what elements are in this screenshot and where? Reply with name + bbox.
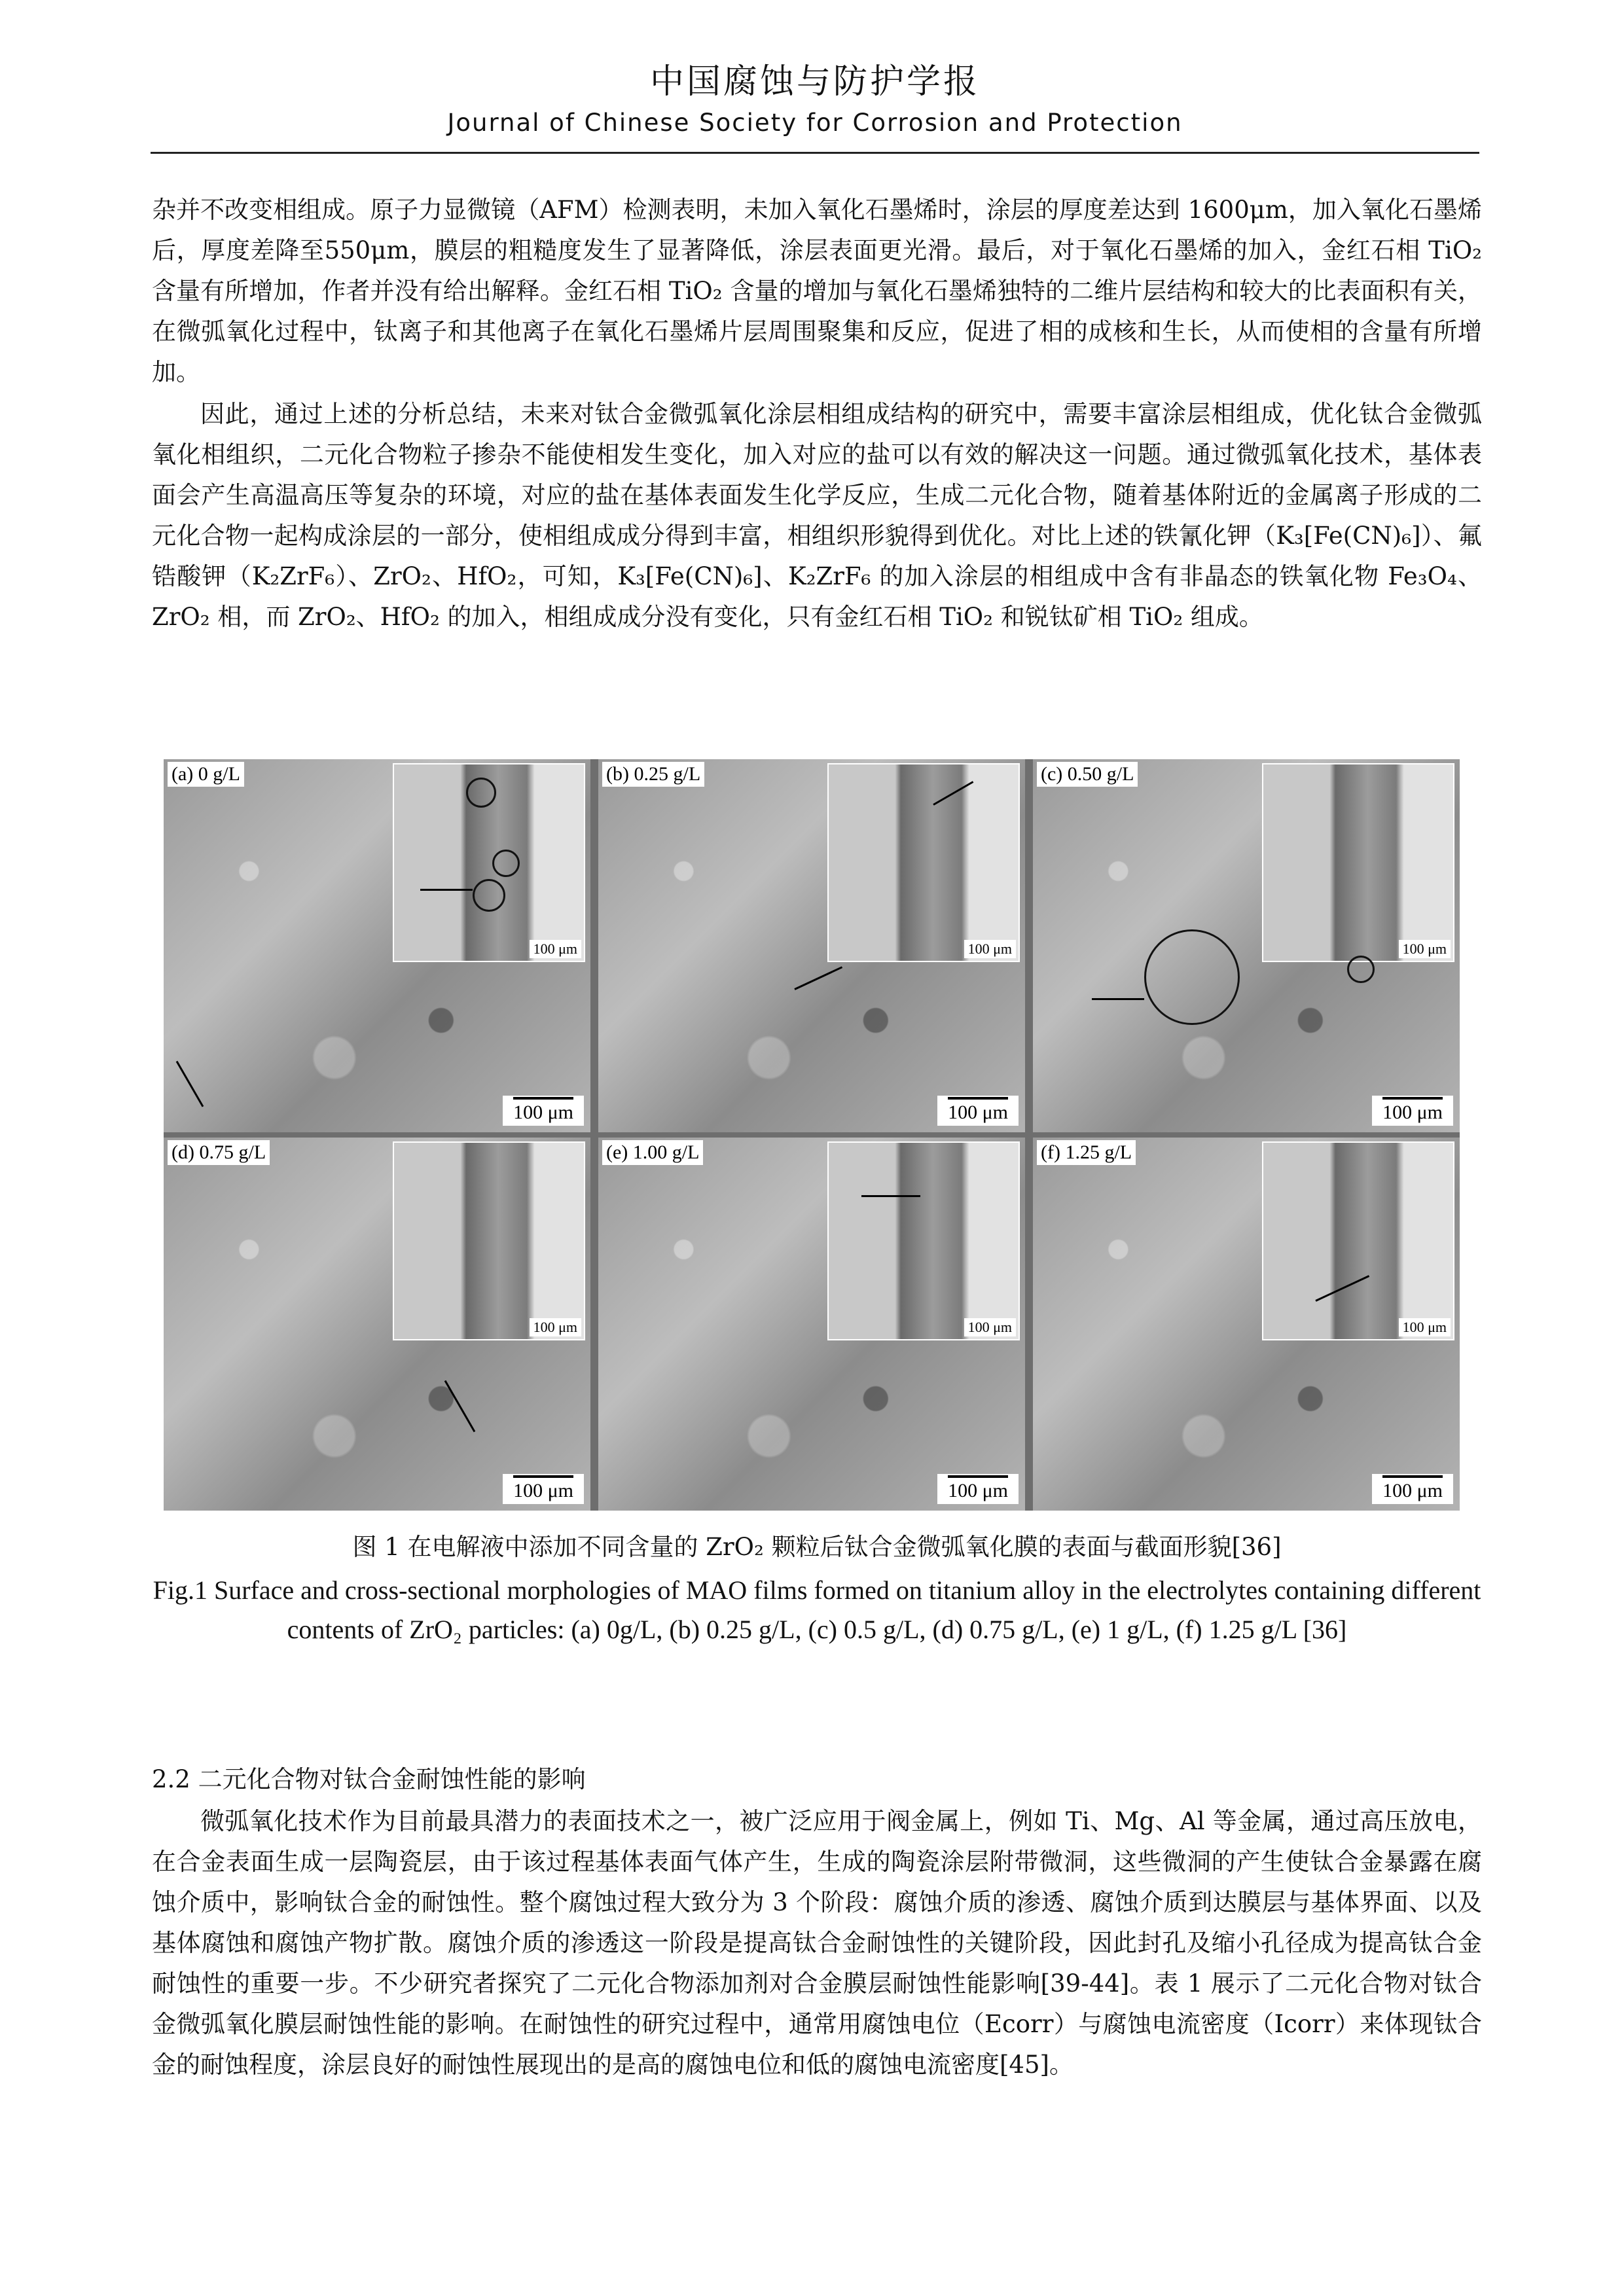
arrow-marker bbox=[794, 966, 842, 990]
pore-marker bbox=[466, 778, 496, 808]
panel-label: (a) 0 g/L bbox=[168, 762, 244, 787]
paragraph-2: 因此，通过上述的分析总结，未来对钛合金微弧氧化涂层相组成结构的研究中，需要丰富涂层相组成，优化钛合金微弧氧化相组织，二元化合物粒子掺杂不能使相发生变化，加入对应的盐可以有效的解决这一问题。通过微弧氧化技术，基体表面会产生高温高压等复杂的环境，对应的盐在基体表面发生化学反应，生成二元化合物，随着基体附近的金属离子形成的二元化合物一起构成涂层的一部分，使相组成成分得到丰富，相组织形貌得到优化。对比上述的铁氰化钾（K₃[Fe(CN)₆]）、氟锆酸钾（K₂ZrF₆）、ZrO₂、HfO₂，可知，K₃[Fe(CN)₆]、K₂ZrF₆ 的加入涂层的相组成中含有非晶态的铁氧化物 Fe₃O₄、ZrO₂ 相，而 ZrO₂、HfO₂ 的加入，相组成成分没有变化，只有金红石相 TiO₂ 和锐钛矿相 TiO₂ 组成。 bbox=[152, 400, 1482, 631]
cross-section-inset-d bbox=[393, 1141, 585, 1340]
panel-label: (d) 0.75 g/L bbox=[168, 1140, 270, 1165]
arrow-marker bbox=[1092, 998, 1144, 1000]
figure-caption-en: Fig.1 Surface and cross-sectional morphologies of MAO films formed on titanium alloy in the electrolytes containing different contents of ZrO₂ particles: (a) 0g/L, (b) 0.25 g/L, (c) 0.5 g/L, (d) 0.75 g/L, (e) 1 g/L, (f) 1.25 g/L [36] bbox=[153, 1575, 1481, 1644]
figure-1-micrographs bbox=[164, 759, 1460, 1511]
paragraph-1: 杂并不改变相组成。原子力显微镜（AFM）检测表明，未加入氧化石墨烯时，涂层的厚度差达到 1600μm，加入氧化石墨烯后，厚度差降至550μm，膜层的粗糙度发生了显著降低，涂层表面更光滑。最后，对于氧化石墨烯的加入，金红石相 TiO₂ 含量有所增加，作者并没有给出解释。金红石相 TiO₂ 含量的增加与氧化石墨烯独特的二维片层结构和较大的比表面积有关，在微弧氧化过程中，钛离子和其他离子在氧化石墨烯片层周围聚集和反应，促进了相的成核和生长，从而使相的含量有所增加。 bbox=[152, 196, 1482, 386]
inset-scale-bar: 100 μm bbox=[530, 940, 581, 958]
micrograph-panel-d bbox=[164, 1138, 590, 1511]
arrow-marker bbox=[1315, 1275, 1369, 1302]
paragraph-3: 微弧氧化技术作为目前最具潜力的表面技术之一，被广泛应用于阀金属上，例如 Ti、Mg、Al 等金属，通过高压放电，在合金表面生成一层陶瓷层，由于该过程基体表面气体产生，生成的陶瓷涂层附带微洞，这些微洞的产生使钛合金暴露在腐蚀介质中，影响钛合金的耐蚀性。整个腐蚀过程大致分为 3 个阶段：腐蚀介质的渗透、腐蚀介质到达膜层与基体界面、以及基体腐蚀和腐蚀产物扩散。腐蚀介质的渗透这一阶段是提高钛合金耐蚀性的关键阶段，因此封孔及缩小孔径成为提高钛合金耐蚀性的重要一步。不少研究者探究了二元化合物添加剂对合金膜层耐蚀性能影响[39-44]。表 1 展示了二元化合物对钛合金微弧氧化膜层耐蚀性能的影响。在耐蚀性的研究过程中，通常用腐蚀电位（Ecorr）与腐蚀电流密度（Icorr）来体现钛合金的耐蚀程度，涂层良好的耐蚀性展现出的是高的腐蚀电位和低的腐蚀电流密度[45]。 bbox=[152, 1807, 1482, 2079]
inset-scale-bar: 100 μm bbox=[530, 1318, 581, 1336]
cross-section-inset-c bbox=[1262, 763, 1454, 962]
crater-marker bbox=[1144, 929, 1240, 1025]
figure-caption-cn: 图 1 在电解液中添加不同含量的 ZrO₂ 颗粒后钛合金微弧氧化膜的表面与截面形貌[36] bbox=[352, 1533, 1282, 1561]
scale-bar: 100 μm bbox=[503, 1474, 584, 1504]
panel-label: (c) 0.50 g/L bbox=[1037, 762, 1138, 787]
inset-scale-bar: 100 μm bbox=[1399, 940, 1451, 958]
micrograph-panel-f bbox=[1033, 1138, 1460, 1511]
arrow-marker bbox=[933, 781, 973, 806]
section-heading: 2.2 二元化合物对钛合金耐蚀性能的影响 bbox=[152, 1765, 586, 1793]
micrograph-panel-a bbox=[164, 759, 590, 1132]
inset-scale-bar: 100 μm bbox=[1399, 1318, 1451, 1336]
pore-marker bbox=[473, 879, 505, 912]
arrow-marker bbox=[420, 889, 473, 891]
pore-marker bbox=[1347, 956, 1375, 983]
panel-label: (f) 1.25 g/L bbox=[1037, 1140, 1136, 1165]
arrow-marker bbox=[861, 1195, 920, 1197]
cross-section-inset-e bbox=[827, 1141, 1020, 1340]
inset-scale-bar: 100 μm bbox=[964, 940, 1016, 958]
journal-header bbox=[151, 59, 1479, 141]
panel-label: (b) 0.25 g/L bbox=[602, 762, 704, 787]
journal-title-cn: 中国腐蚀与防护学报 bbox=[649, 62, 980, 101]
scale-bar: 100 μm bbox=[1372, 1096, 1453, 1126]
cross-section-inset-a bbox=[393, 763, 585, 962]
scale-bar: 100 μm bbox=[1372, 1474, 1453, 1504]
arrow-marker bbox=[176, 1061, 204, 1107]
journal-title-en: Journal of Chinese Society for Corrosion and Protection bbox=[447, 109, 1183, 137]
panel-label: (e) 1.00 g/L bbox=[602, 1140, 703, 1165]
scale-bar: 100 μm bbox=[937, 1474, 1019, 1504]
cross-section-inset-b bbox=[827, 763, 1020, 962]
header-divider bbox=[151, 152, 1479, 154]
micrograph-panel-e bbox=[598, 1138, 1025, 1511]
micrograph-panel-c bbox=[1033, 759, 1460, 1132]
pore-marker bbox=[492, 850, 520, 877]
cross-section-inset-f bbox=[1262, 1141, 1454, 1340]
inset-scale-bar: 100 μm bbox=[964, 1318, 1016, 1336]
scale-bar: 100 μm bbox=[503, 1096, 584, 1126]
arrow-marker bbox=[444, 1380, 476, 1432]
scale-bar: 100 μm bbox=[937, 1096, 1019, 1126]
micrograph-panel-b bbox=[598, 759, 1025, 1132]
